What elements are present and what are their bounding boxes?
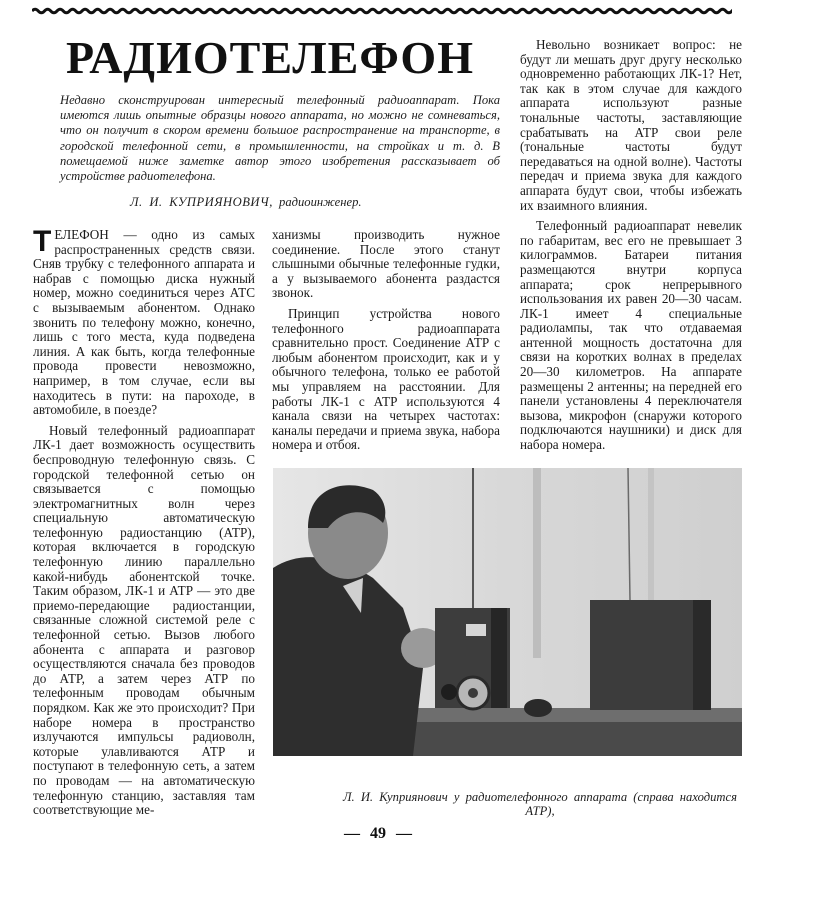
article-column-2 <box>272 228 500 459</box>
table-front <box>363 718 742 756</box>
decorative-wavy-rule <box>32 4 732 18</box>
author-role: радиоинженер. <box>279 195 362 209</box>
page-number: — 49 — <box>344 825 412 842</box>
device-knob <box>441 684 457 700</box>
atr-unit <box>590 600 710 710</box>
device-label <box>466 624 486 636</box>
paragraph <box>33 225 255 418</box>
atr-unit-side <box>693 600 711 710</box>
paragraph-text: ЕЛЕФОН — одно из самых распространенных средств связи. Сняв трубку с телефонного аппарата и набрав с помощью диска нужный номер, можно соединиться через АТС с вызываемым абонентом. Однако звонить по телефону можно, конечно, лишь с того места, куда подведена линия. А как быть, когда телефонные провода провести невозможно, например, в том случае, если вы находитесь в пути: на пароходе, в автомобиле, в поезде? <box>33 227 255 418</box>
article-photo <box>273 468 742 756</box>
photo-caption: Л. И. Куприянович у радиотелефонного аппарата (справа находится АТР), <box>343 790 737 818</box>
author-name: Л. И. КУПРИЯНОВИЧ, <box>130 195 273 209</box>
paragraph: Принцип устройства нового телефонного радиоаппарата сравнительно прост. Соединение АТР с любым абонентом происходит, как и у обычного телефона, только ее работой мы управляем на расстоянии. Для работы ЛК-1 с АТР используются 4 канала связи на четырех частотах: каналы передачи и приема звука, набора номера и отбоя. <box>272 305 500 453</box>
paragraph: Невольно возникает вопрос: не будут ли мешать друг другу несколько одновременно работающих ЛК-1? Нет, так как в этом случае для каждого аппарата используют разные тональные частоты, заставляющие срабатывать на АТР свои реле (тональные частоты будут передаваться на одной волне). Частоты передач и приема звука для каждого аппарата будут свои, чтобы избежать их взаимного влияния. <box>520 37 742 213</box>
article-column-1 <box>33 225 255 824</box>
device-side <box>491 608 507 708</box>
article-title: РАДИОТЕЛЕФОН <box>66 32 474 83</box>
headphones <box>524 699 552 717</box>
article-author <box>130 195 362 210</box>
paragraph: ханизмы производить нужное соединение. После этого станут слышными обычные телефонные гудки, а у вызываемого абонента раздастся звонок. <box>272 227 500 301</box>
window-frame <box>533 468 541 658</box>
article-column-3 <box>520 38 742 459</box>
drop-cap: Т <box>33 225 52 258</box>
article-lead: Недавно сконструирован интересный телефонный радиоаппарат. Пока имеются лишь опытные образцы нового аппарата, но можно не сомневаться, что он получит в скором времени большое распространение на транспорте, в городской телефонной сети, в промышленности, на стройках и т. д. В помещаемой ниже заметке автор этого изобретения рассказывает об устройстве радиотелефона. <box>60 93 500 184</box>
paragraph: Телефонный радиоаппарат невелик по габаритам, вес его не превышает 3 килограммов. Батареи питания размещаются внутри корпуса аппарата; срок непрерывного использования их равен 20—30 часам. ЛК-1 имеет 4 специальные радиолампы, так что отдаваемая антенной мощность достаточна для связи на коротких волнах в пределах 20—30 километров. На аппарате размещены 2 антенны; на передней его панели установлены 4 переключателя вызова, микрофон (снаружи которого подключаются наушники) и диск для набора номера. <box>520 218 742 453</box>
paragraph: Новый телефонный радиоаппарат ЛК-1 дает возможность осуществить беспроводную телефонную связь. С городской телефонной сетью он связывается с помощью электромагнитных волн через специальную автоматическую телефонную радиостанцию (АТР), которая включается в городскую телефонную линию параллельно какой-нибудь абонентской точке. Таким образом, ЛК-1 и АТР — это две приемо-передающие радиостанции, связанные сложной системой реле с телефонной сетью. Вызов любого абонента с аппарата и разговор осуществляются сначала без проводов до АТР, а затем через АТР по телефонным проводам обычным порядком. Как же это происходит? При наборе номера в пространство излучаются импульсы радиоволн, которые улавливаются АТР и поступают в телефонную сеть, а затем по проводам — на автоматическую телефонную станцию, заставляя там соответствующие ме- <box>33 422 255 818</box>
